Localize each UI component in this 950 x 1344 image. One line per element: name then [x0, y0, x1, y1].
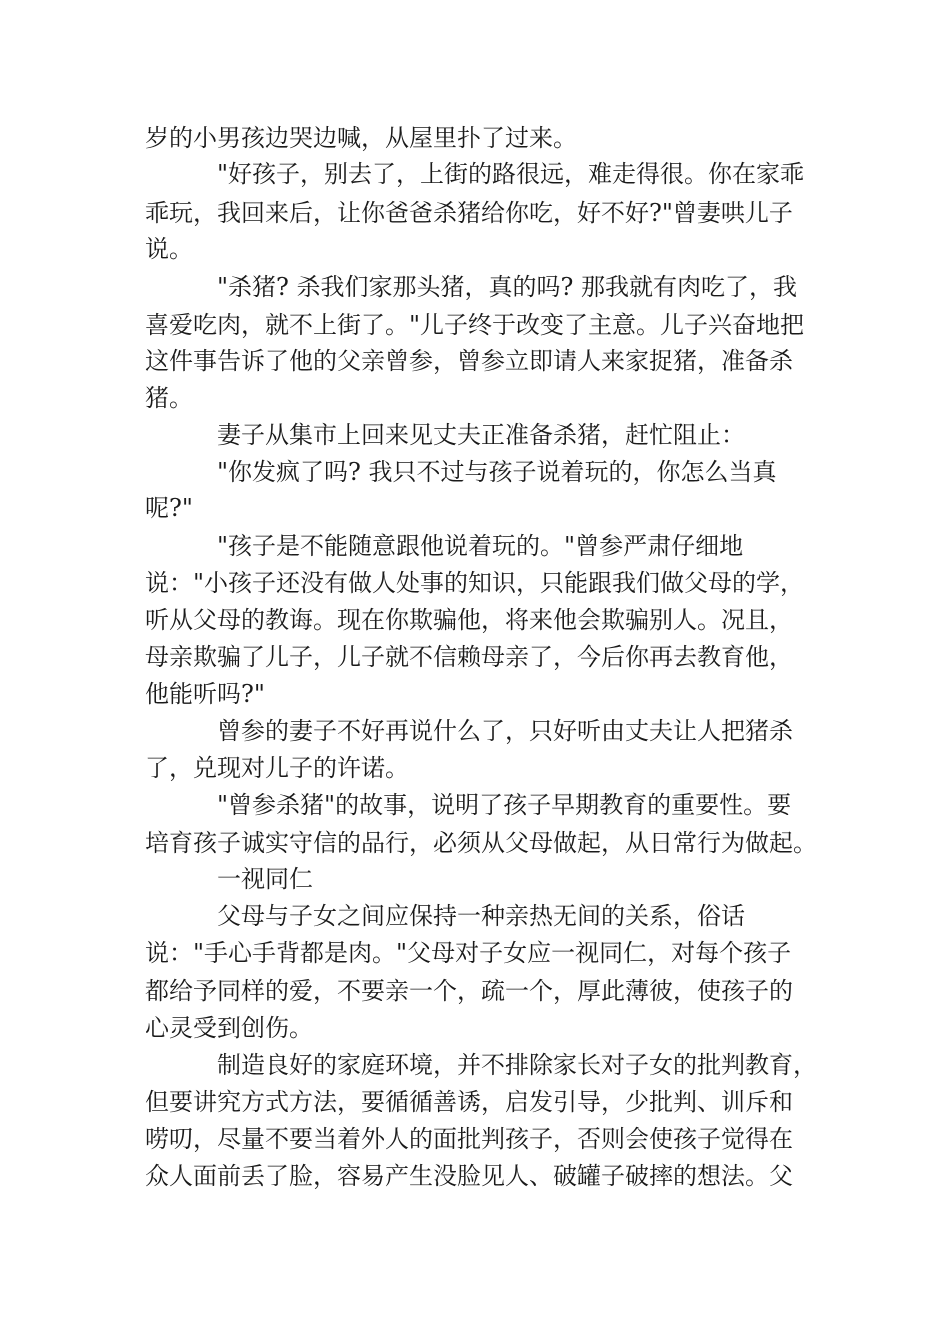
text-line: 母亲欺骗了儿子，儿子就不信赖母亲了，今后你再去教育他， [145, 643, 793, 671]
text-line: "曾参杀猪"的故事，说明了孩子早期教育的重要性。要 [217, 791, 792, 819]
text-line: 但要讲究方式方法，要循循善诱，启发引导，少批判、训斥和 [145, 1088, 793, 1116]
text-line: 说："手心手背都是肉。"父母对子女应一视同仁，对每个孩子 [145, 939, 792, 967]
text-line: 曾参的妻子不好再说什么了，只好听由丈夫让人把猪杀 [217, 717, 793, 745]
text-line: 都给予同样的爱，不要亲一个，疏一个，厚此薄彼，使孩子的 [145, 977, 793, 1005]
text-line: 妻子从集市上回来见丈夫正准备杀猪，赶忙阻止： [217, 421, 745, 449]
section-heading: 一视同仁 [217, 865, 313, 893]
text-line: 制造良好的家庭环境，并不排除家长对子女的批判教育， [217, 1051, 817, 1079]
text-line: 父母与子女之间应保持一种亲热无间的关系，俗话 [217, 902, 745, 930]
text-line: "好孩子，别去了，上街的路很远，难走得很。你在家乖 [217, 160, 805, 188]
text-line: 呢?" [145, 494, 193, 522]
text-line: 岁的小男孩边哭边喊，从屋里扑了过来。 [145, 124, 577, 152]
text-line: "你发疯了吗? 我只不过与孩子说着玩的，你怎么当真 [217, 458, 777, 486]
text-line: "杀猪? 杀我们家那头猪，真的吗? 那我就有肉吃了，我 [217, 273, 798, 301]
text-line: 乖玩，我回来后，让你爸爸杀猪给你吃，好不好?"曾妻哄儿子 [145, 199, 793, 227]
text-line: 喜爱吃肉，就不上街了。"儿子终于改变了主意。儿子兴奋地把 [145, 311, 805, 339]
text-line: 了，兑现对儿子的许诺。 [145, 754, 409, 782]
text-line: 培育孩子诚实守信的品行，必须从父母做起，从日常行为做起。 [145, 829, 817, 857]
text-line: 猪。 [145, 384, 193, 412]
text-line: 听从父母的教诲。现在你欺骗他，将来他会欺骗别人。况且， [145, 606, 793, 634]
text-line: 说："小孩子还没有做人处事的知识，只能跟我们做父母的学， [145, 569, 805, 597]
text-line: 说。 [145, 235, 193, 263]
text-line: 众人面前丢了脸，容易产生没脸见人、破罐子破摔的想法。父 [145, 1162, 793, 1190]
text-line: 唠叨，尽量不要当着外人的面批判孩子，否则会使孩子觉得在 [145, 1125, 793, 1153]
text-line: 这件事告诉了他的父亲曾参，曾参立即请人来家捉猪，准备杀 [145, 347, 793, 375]
text-line: 他能听吗?" [145, 680, 265, 708]
text-line: 心灵受到创伤。 [145, 1014, 313, 1042]
text-line: "孩子是不能随意跟他说着玩的。"曾参严肃仔细地 [217, 532, 744, 560]
